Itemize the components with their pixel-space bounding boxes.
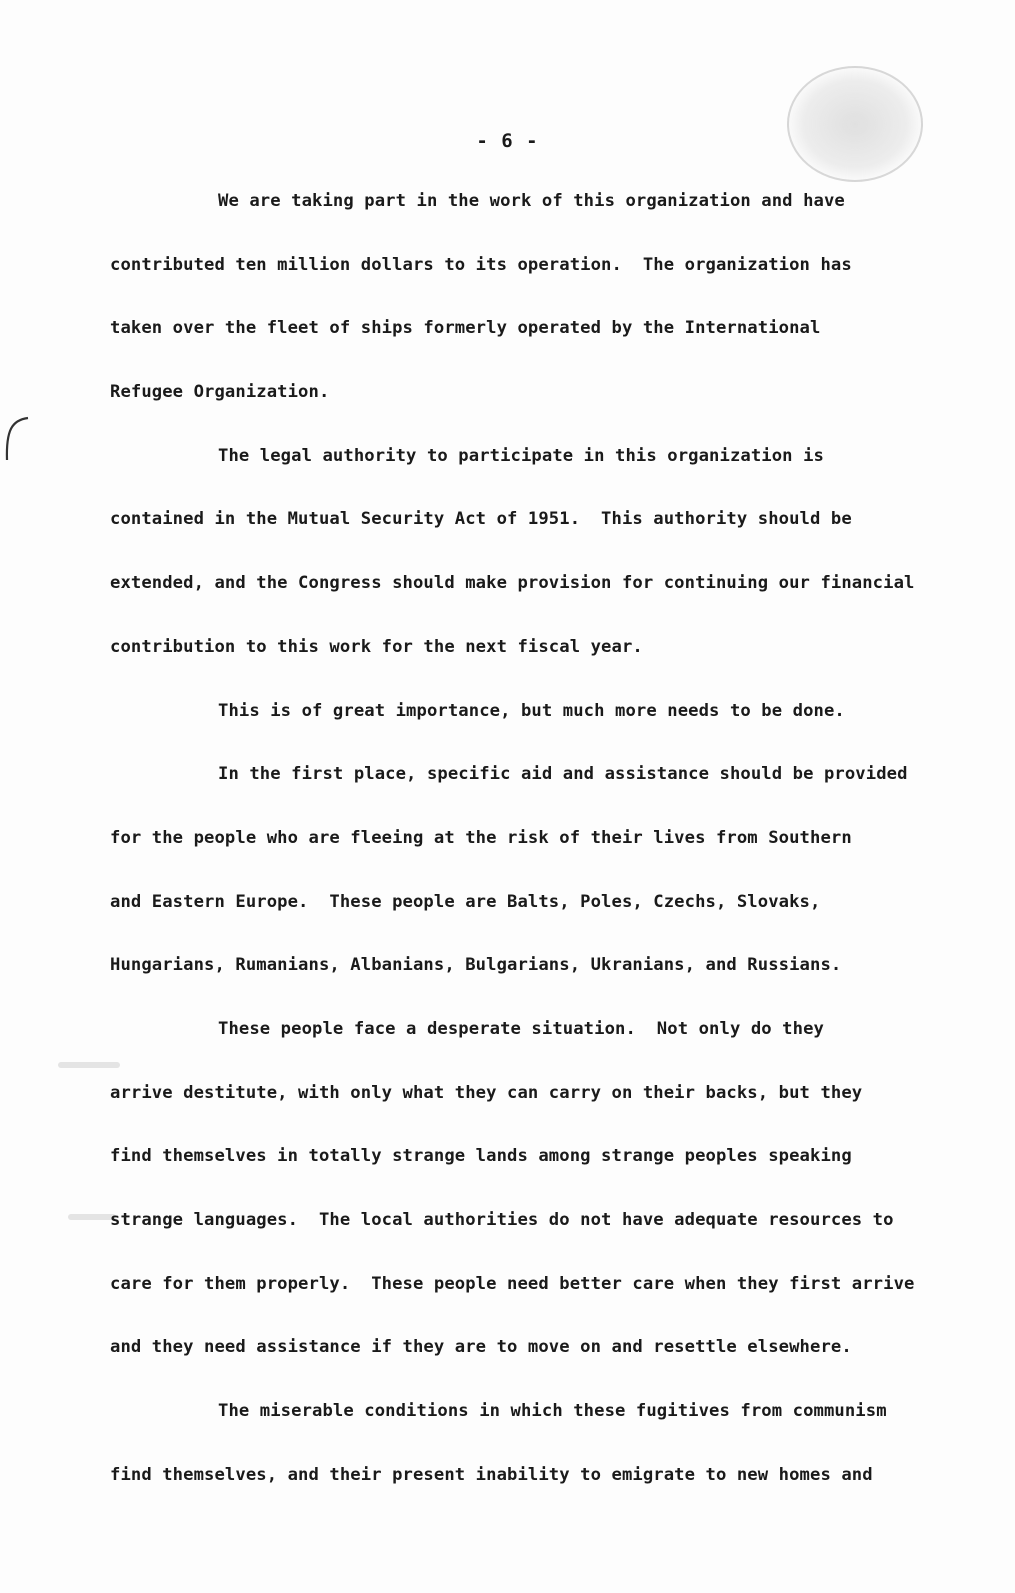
text-line: We are taking part in the work of this organization and have bbox=[218, 191, 845, 211]
text-line: contribution to this work for the next fiscal year. bbox=[110, 636, 643, 657]
text-line: arrive destitute, with only what they can carry on their backs, but they bbox=[110, 1082, 863, 1103]
text-line: Hungarians, Rumanians, Albanians, Bulgarians, Ukranians, and Russians. bbox=[110, 955, 842, 976]
body-text bbox=[110, 186, 940, 1523]
text-line: Refugee Organization. bbox=[110, 382, 330, 403]
text-line: and they need assistance if they are to move on and resettle elsewhere. bbox=[110, 1337, 852, 1358]
text-line: The legal authority to participate in this organization is bbox=[218, 445, 824, 466]
text-line: These people face a desperate situation. Not only do they bbox=[218, 1018, 824, 1039]
margin-smudge bbox=[68, 1214, 116, 1220]
text-line: The miserable conditions in which these fugitives from communism bbox=[218, 1401, 887, 1422]
text-line: find themselves in totally strange lands among strange peoples speaking bbox=[110, 1146, 852, 1167]
archive-stamp bbox=[787, 66, 923, 182]
text-line: strange languages. The local authorities do not have adequate resources to bbox=[110, 1210, 894, 1230]
page-number: - 6 - bbox=[476, 130, 539, 152]
text-line: taken over the fleet of ships formerly operated by the International bbox=[110, 318, 821, 339]
text-line: and Eastern Europe. These people are Balts, Poles, Czechs, Slovaks, bbox=[110, 891, 821, 912]
text-line: extended, and the Congress should make provision for continuing our financial bbox=[110, 573, 915, 594]
text-line: contributed ten million dollars to its operation. The organization has bbox=[110, 254, 852, 275]
text-line: In the first place, specific aid and assistance should be provided bbox=[218, 764, 908, 785]
text-line: find themselves, and their present inability to emigrate to new homes and bbox=[110, 1464, 873, 1485]
text-line: care for them properly. These people need better care when they first arrive bbox=[110, 1273, 915, 1294]
text-line: contained in the Mutual Security Act of 1951. This authority should be bbox=[110, 509, 852, 530]
text-line: This is of great importance, but much more needs to be done. bbox=[218, 700, 845, 721]
margin-mark bbox=[2, 414, 30, 464]
text-line: for the people who are fleeing at the risk of their lives from Southern bbox=[110, 827, 852, 848]
